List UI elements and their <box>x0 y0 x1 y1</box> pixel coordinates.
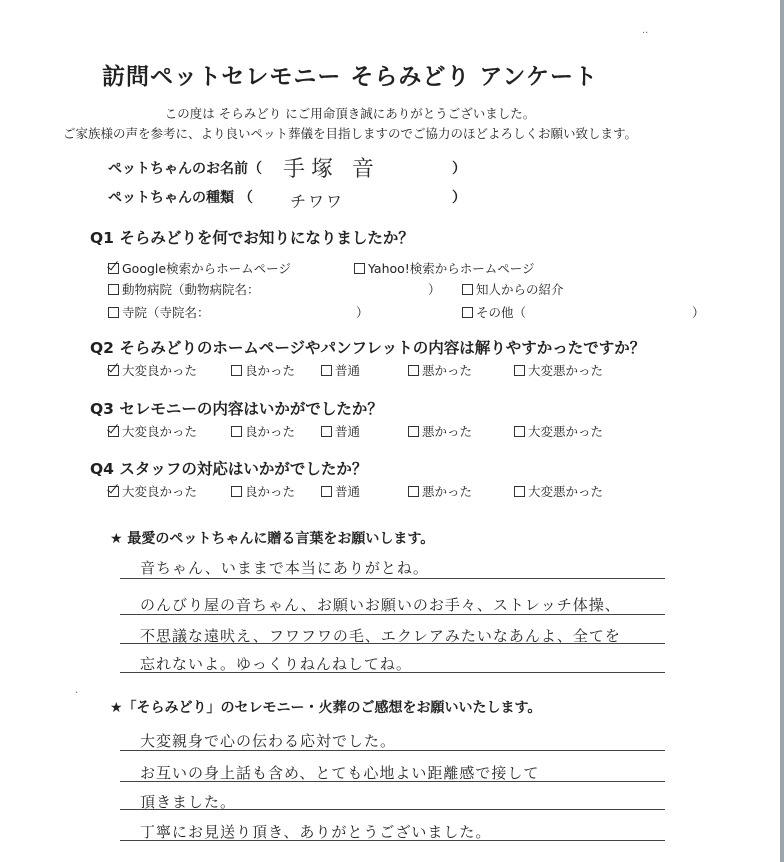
checkbox-icon <box>108 284 119 295</box>
scan-speck: · <box>75 688 79 699</box>
checkbox-icon <box>408 365 419 376</box>
writing-rule <box>120 809 665 810</box>
option-label: 寺院（寺院名： <box>122 305 210 320</box>
checkbox-icon <box>231 486 242 497</box>
scan-speck: ·· <box>642 28 649 39</box>
q2-option-bad[interactable] <box>408 361 472 379</box>
intro-text-2: ご家族様の声を参考に、より良いペット葬儀を目指しますのでご協力のほどよろしくお願い致します。 <box>62 126 637 141</box>
option-label: 知人からの紹介 <box>476 282 564 297</box>
writing-rule <box>120 643 665 644</box>
impression-line: お互いの身上話も含め、とても心地よい距離感で接して <box>140 764 540 782</box>
checkbox-icon <box>514 486 525 497</box>
message-line: のんびり屋の音ちゃん、お願いお願いのお手々、ストレッチ体操、 <box>140 596 621 614</box>
checkbox-icon <box>231 365 242 376</box>
checkbox-icon <box>462 284 473 295</box>
option-label: 普通 <box>335 363 361 378</box>
option-label: 普通 <box>335 484 361 499</box>
pet-type-label: ペットちゃんの種類 （ <box>108 190 253 206</box>
checkbox-icon <box>231 426 242 437</box>
writing-rule <box>120 781 665 782</box>
message-line: 不思議な遠吠え、フワフワの毛、エクレアみたいなあんよ、全てを <box>140 627 621 645</box>
writing-rule <box>120 614 665 615</box>
option-label: その他（ <box>476 305 527 320</box>
q2-option-very-good[interactable] <box>108 361 197 379</box>
q1-option-referral[interactable] <box>462 280 564 298</box>
q1-temple-close-paren: ） <box>356 305 369 320</box>
pet-name-value: 手塚 音 <box>283 157 380 182</box>
q1-option-other[interactable] <box>462 303 526 321</box>
checkbox-icon <box>354 263 365 274</box>
q1-option-google[interactable] <box>108 259 291 277</box>
q1-other-close-paren: ） <box>692 305 705 320</box>
intro-text-1: この度は そらみどり にご用命頂き誠にありがとうございました。 <box>164 106 536 121</box>
checkbox-icon <box>408 486 419 497</box>
message-line: 音ちゃん、いままで本当にありがとね。 <box>140 559 429 577</box>
writing-rule <box>120 750 665 751</box>
checkbox-icon <box>462 307 473 318</box>
checkbox-icon <box>321 426 332 437</box>
pet-type-value: チワワ <box>290 192 345 211</box>
option-label: 普通 <box>335 424 361 439</box>
q2-option-very-bad[interactable] <box>514 361 603 379</box>
option-label: 良かった <box>245 484 296 499</box>
option-label: 良かった <box>245 363 296 378</box>
q2-question: Q2 そらみどりのホームページやパンフレットの内容は解りやすかったですか？ <box>90 339 646 357</box>
pet-type-close-paren: ） <box>452 190 466 206</box>
q1-option-temple[interactable] <box>108 303 210 321</box>
q4-question: Q4 スタッフの対応はいかがでしたか？ <box>90 460 368 478</box>
q4-option-bad[interactable] <box>408 482 472 500</box>
q1-hospital-close-paren: ） <box>428 282 441 297</box>
option-label: 大変良かった <box>122 484 198 499</box>
option-label: 悪かった <box>422 424 473 439</box>
option-label: 大変悪かった <box>528 424 604 439</box>
option-label: 大変悪かった <box>528 363 604 378</box>
pet-name-label: ペットちゃんのお名前（ <box>108 161 262 177</box>
option-label: 大変良かった <box>122 363 198 378</box>
pet-name-close-paren: ） <box>452 161 466 177</box>
q4-option-very-bad[interactable] <box>514 482 603 500</box>
checkbox-icon <box>108 486 119 497</box>
impression-heading: ★「そらみどり」のセレモニー・火葬のご感想をお願いいたします。 <box>110 700 542 716</box>
q4-option-average[interactable] <box>321 482 360 500</box>
option-label: Google検索からホームページ <box>122 261 291 276</box>
q1-option-animal-hospital[interactable] <box>108 280 260 298</box>
option-label: Yahoo!検索からホームページ <box>368 261 535 276</box>
option-label: 良かった <box>245 424 296 439</box>
q3-option-average[interactable] <box>321 422 360 440</box>
q3-question: Q3 セレモニーの内容はいかがでしたか？ <box>90 400 383 418</box>
checkbox-icon <box>408 426 419 437</box>
q3-option-bad[interactable] <box>408 422 472 440</box>
page-title: 訪問ペットセレモニー そらみどり アンケート <box>102 64 598 90</box>
checkbox-icon <box>108 365 119 376</box>
q1-question: Q1 そらみどりを何でお知りになりましたか？ <box>90 229 414 247</box>
checkbox-icon <box>514 426 525 437</box>
option-label: 大変良かった <box>122 424 198 439</box>
option-label: 悪かった <box>422 484 473 499</box>
impression-line: 頂きました。 <box>140 793 237 811</box>
checkbox-icon <box>108 307 119 318</box>
q3-option-good[interactable] <box>231 422 295 440</box>
checkbox-icon <box>321 365 332 376</box>
q3-option-very-bad[interactable] <box>514 422 603 440</box>
q1-option-yahoo[interactable] <box>354 259 535 277</box>
message-line: 忘れないよ。ゆっくりねんねしてね。 <box>140 655 412 673</box>
writing-rule <box>120 672 665 673</box>
checkbox-icon <box>321 486 332 497</box>
option-label: 大変悪かった <box>528 484 604 499</box>
message-heading: ★ 最愛のペットちゃんに贈る言葉をお願いします。 <box>110 531 435 547</box>
q2-option-good[interactable] <box>231 361 295 379</box>
q3-option-very-good[interactable] <box>108 422 197 440</box>
impression-line: 大変親身で心の伝わる応対でした。 <box>140 732 397 750</box>
impression-line: 丁寧にお見送り頂き、ありがとうございました。 <box>140 823 492 841</box>
q2-option-average[interactable] <box>321 361 360 379</box>
checkbox-icon <box>514 365 525 376</box>
writing-rule <box>120 840 665 841</box>
writing-rule <box>120 578 665 579</box>
option-label: 動物病院（動物病院名： <box>122 282 260 297</box>
q4-option-very-good[interactable] <box>108 482 197 500</box>
checkbox-icon <box>108 263 119 274</box>
option-label: 悪かった <box>422 363 473 378</box>
q4-option-good[interactable] <box>231 482 295 500</box>
scan-edge <box>780 0 784 862</box>
checkbox-icon <box>108 426 119 437</box>
